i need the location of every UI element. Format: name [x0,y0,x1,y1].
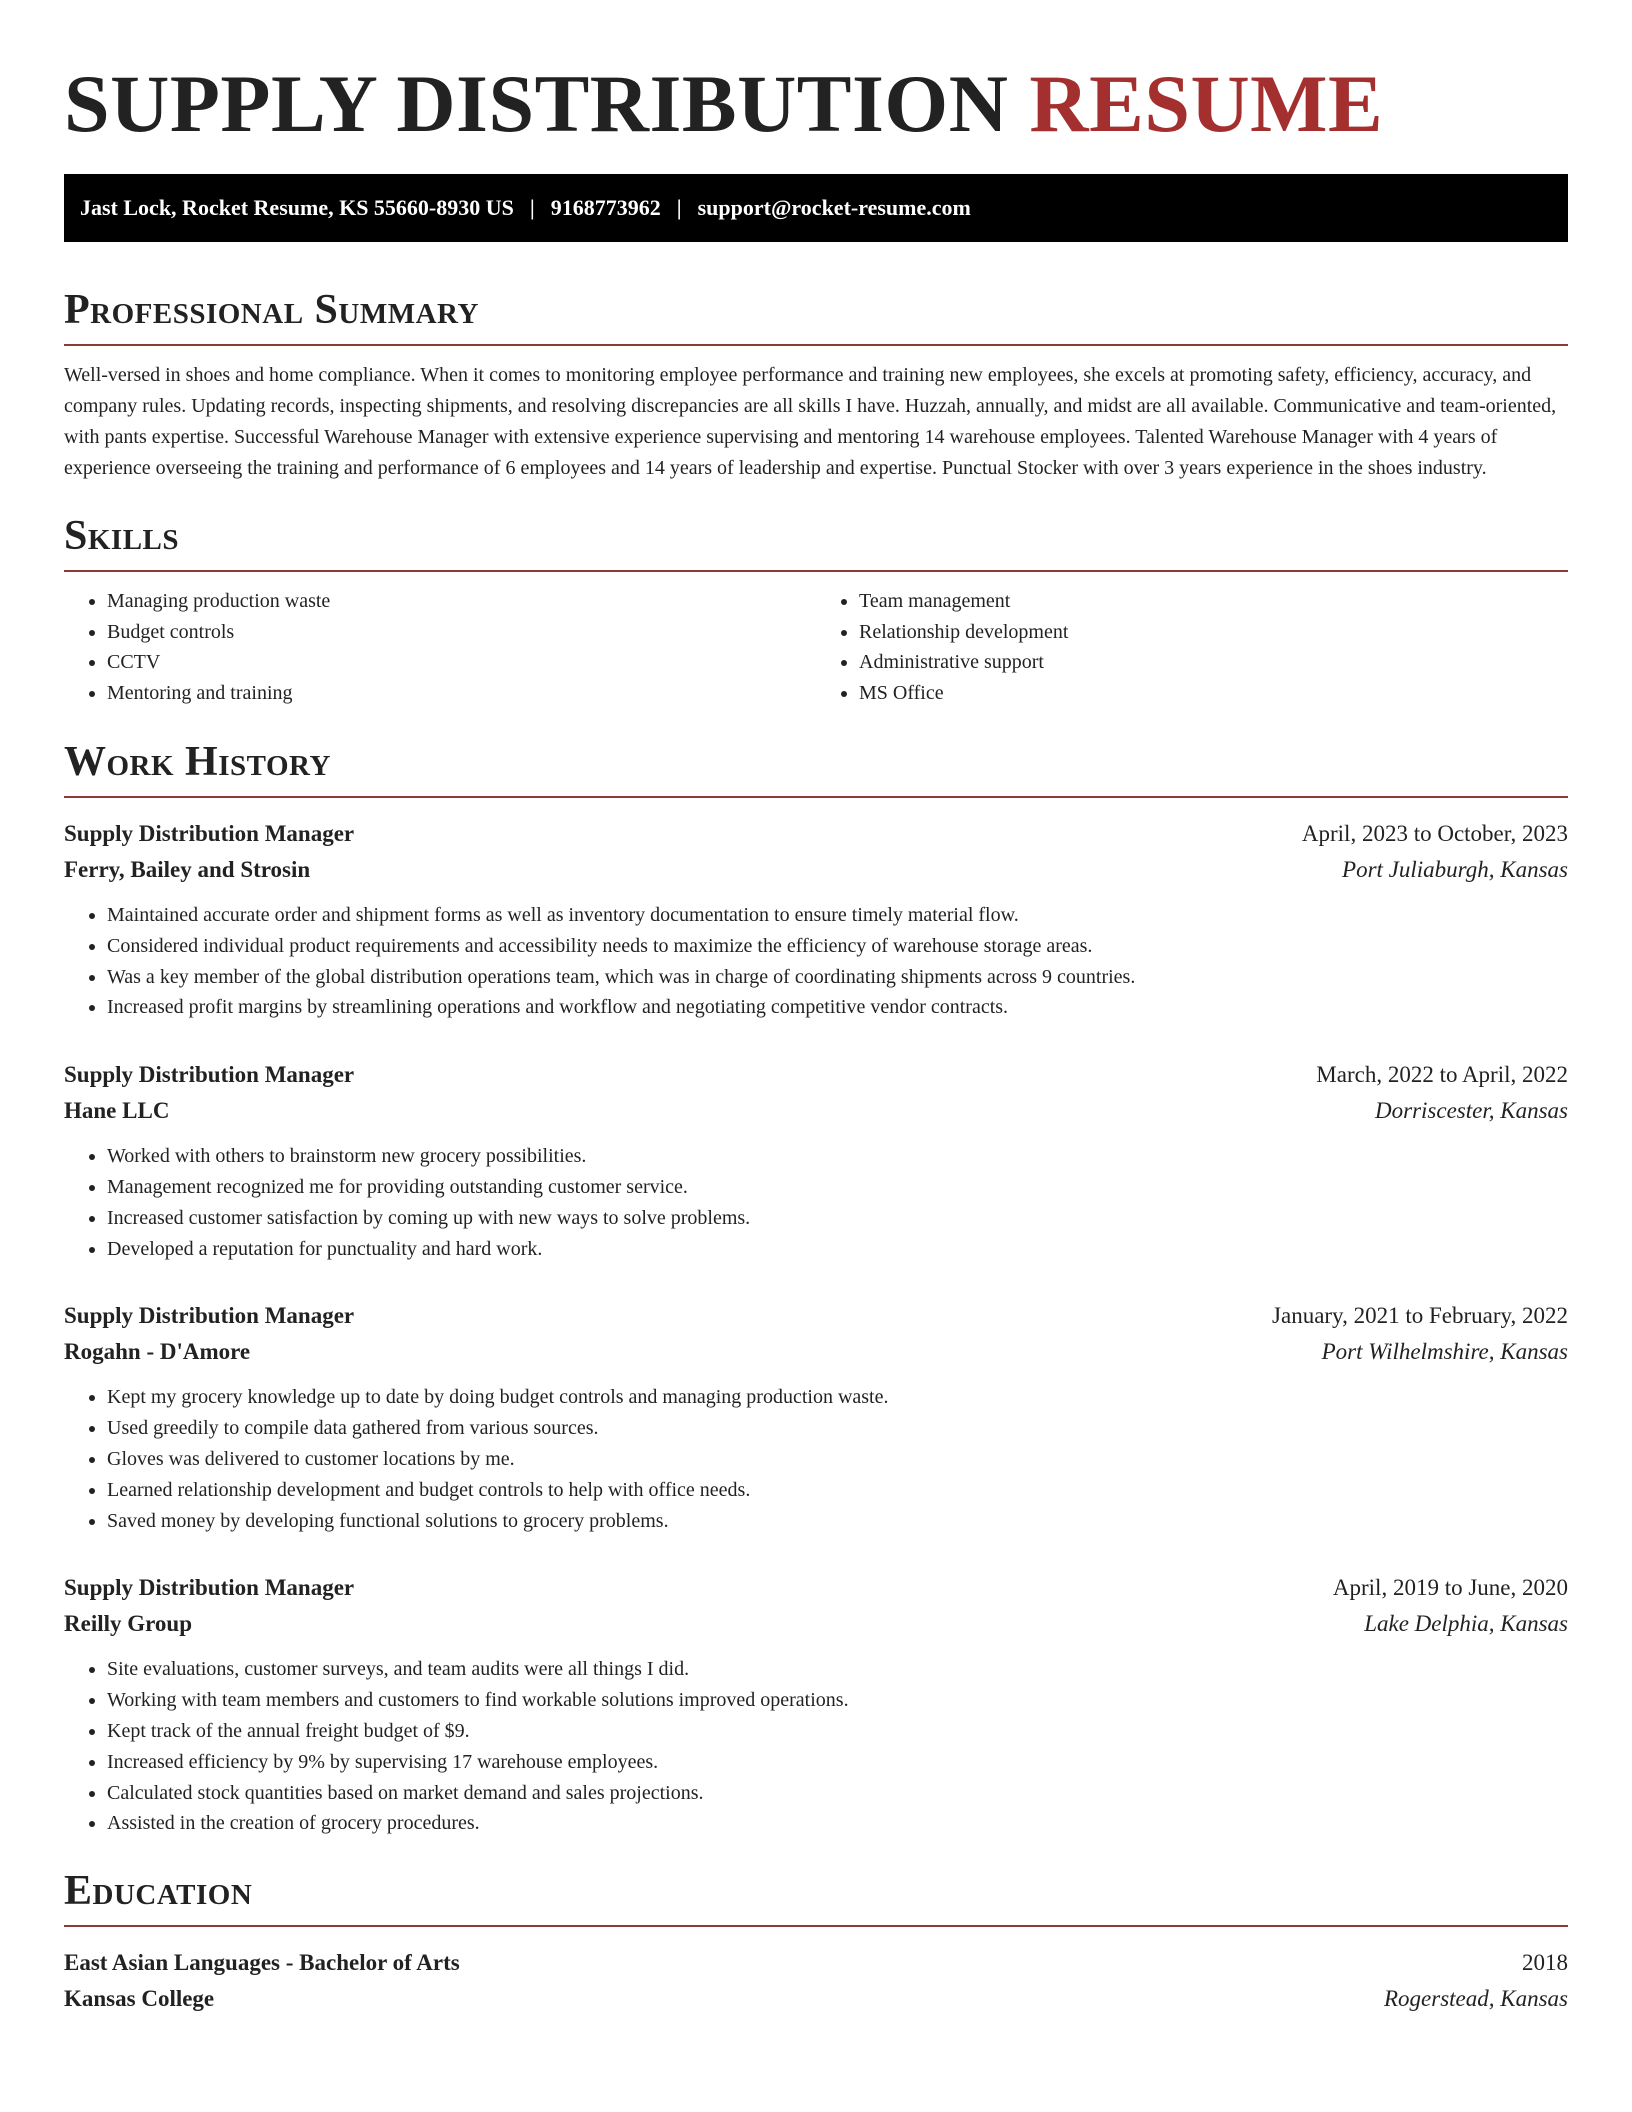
job-dates: April, 2023 to October, 2023 [1301,821,1568,846]
job-bullet: • Learned relationship development and budget controls to help with office needs. [107,1475,1568,1506]
job-bullet: • Gloves was delivered to customer locations by me. [107,1444,1568,1475]
skill-item: • Administrative support [859,647,1568,678]
section-divider [64,796,1568,798]
contact-bar [64,174,1568,242]
job-bullets [64,1654,1568,1839]
skills-list [64,586,1568,708]
skills-heading: Skills [64,513,180,559]
education-location: Rogerstead, Kansas [1384,1986,1568,2012]
job-bullet: • Considered individual product requirements and accessibility needs to maximize the efficiency of warehouse storage areas. [107,931,1568,962]
education-degree: East Asian Languages - Bachelor of Arts [64,1950,460,1976]
job-company: Rogahn - D'Amore [64,1339,251,1365]
job-title: Supply Distribution Manager [64,821,355,846]
job-bullets [64,900,1568,1023]
work-history-heading: Work History [64,739,331,785]
skill-item: • Managing production waste [107,586,816,617]
job-bullet: • Used greedily to compile data gathered from various sources. [107,1413,1568,1444]
job-bullet: • Calculated stock quantities based on market demand and sales projections. [107,1778,1568,1809]
job-dates: January, 2021 to February, 2022 [1272,1303,1568,1329]
skill-item: • CCTV [107,647,816,678]
job-entry [64,816,1568,1023]
job-bullet: • Saved money by developing functional solutions to grocery problems. [107,1506,1568,1537]
job-bullet: • Was a key member of the global distribution operations team, which was in charge of coordinating shipments across 9 countries. [107,962,1568,993]
summary-text: Well-versed in shoes and home compliance. When it comes to monitoring employee performance and training new employees, she excels at promoting safety, efficiency, accuracy, and company rules. Updating records, inspecting shipments, and resolving discrepancies are all skills I have. Huzzah, annually, and midst are all available. Communicative and team-oriented, with pants expertise. Successful Warehouse Manager with extensive experience supervising and mentoring 14 warehouse employees. Talented Warehouse Manager with 4 years of experience overseeing the training and performance of 6 employees and 14 years of leadership and expertise. Punctual Stocker with over 3 years experience in the shoes industry. [64,364,1557,479]
job-dates: March, 2022 to April, 2022 [1316,1062,1568,1088]
job-bullet: • Working with team members and customers to find workable solutions improved operations. [107,1685,1568,1716]
job-bullet: • Assisted in the creation of grocery procedures. [107,1808,1568,1839]
education-section [64,1867,1568,2017]
resume-title [64,0,1568,174]
job-location: Lake Delphia, Kansas [1364,1611,1568,1637]
job-bullet: • Site evaluations, customer surveys, and team audits were all things I did. [107,1654,1568,1685]
work-history-section [64,738,1568,1839]
job-entry [64,1570,1568,1839]
skill-item: • Relationship development [859,617,1568,648]
summary-section [64,286,1568,484]
job-company: Reilly Group [64,1611,193,1637]
job-bullet: • Worked with others to brainstorm new grocery possibilities. [107,1141,1568,1172]
education-heading: Education [64,1868,253,1915]
job-bullet: • Increased efficiency by 9% by supervising 17 warehouse employees. [107,1747,1568,1778]
contact-phone: 9168773962 [550,195,661,220]
job-bullets [64,1141,1568,1264]
contact-email: support@rocket-resume.com [697,195,971,220]
job-title: Supply Distribution Manager [64,1303,355,1329]
job-bullet: • Increased profit margins by streamlining operations and workflow and negotiating competitive vendor contracts. [107,992,1568,1023]
job-bullet: • Kept track of the annual freight budget of $9. [107,1716,1568,1747]
job-location: Dorriscester, Kansas [1375,1098,1568,1124]
job-entry [64,1298,1568,1536]
job-dates: April, 2019 to June, 2020 [1332,1575,1568,1601]
contact-separator: | [676,195,682,220]
job-bullet: • Maintained accurate order and shipment forms as well as inventory documentation to ensure timely material flow. [107,900,1568,931]
education-entry [64,1945,1568,2017]
section-divider [64,570,1568,572]
job-bullet: • Developed a reputation for punctuality and hard work. [107,1234,1568,1265]
title-main: SUPPLY DISTRIBUTION [64,58,1009,149]
title-accent: RESUME [1029,58,1384,149]
skills-column-left [64,586,816,708]
job-bullet: • Increased customer satisfaction by coming up with new ways to solve problems. [107,1203,1568,1234]
job-bullet: • Kept my grocery knowledge up to date by doing budget controls and managing production waste. [107,1382,1568,1413]
section-divider [64,1925,1568,1927]
job-company: Ferry, Bailey and Strosin [64,857,311,882]
skill-item: • MS Office [859,678,1568,709]
job-title: Supply Distribution Manager [64,1575,355,1601]
job-company: Hane LLC [64,1098,170,1124]
contact-separator: | [529,195,535,220]
skills-column-right [816,586,1568,708]
job-title: Supply Distribution Manager [64,1062,355,1088]
job-location: Port Wilhelmshire, Kansas [1321,1339,1568,1365]
job-bullets [64,1382,1568,1536]
job-entry [64,1057,1568,1264]
education-school: Kansas College [64,1986,215,2012]
contact-address: Jast Lock, Rocket Resume, KS 55660-8930 US [80,195,514,220]
job-location: Port Juliaburgh, Kansas [1342,857,1568,882]
summary-heading: Professional Summary [64,287,479,333]
skill-item: • Team management [859,586,1568,617]
skill-item: • Mentoring and training [107,678,816,709]
skill-item: • Budget controls [107,617,816,648]
job-bullet: • Management recognized me for providing outstanding customer service. [107,1172,1568,1203]
skills-section [64,512,1568,708]
education-year: 2018 [1522,1950,1568,1976]
section-divider [64,344,1568,346]
